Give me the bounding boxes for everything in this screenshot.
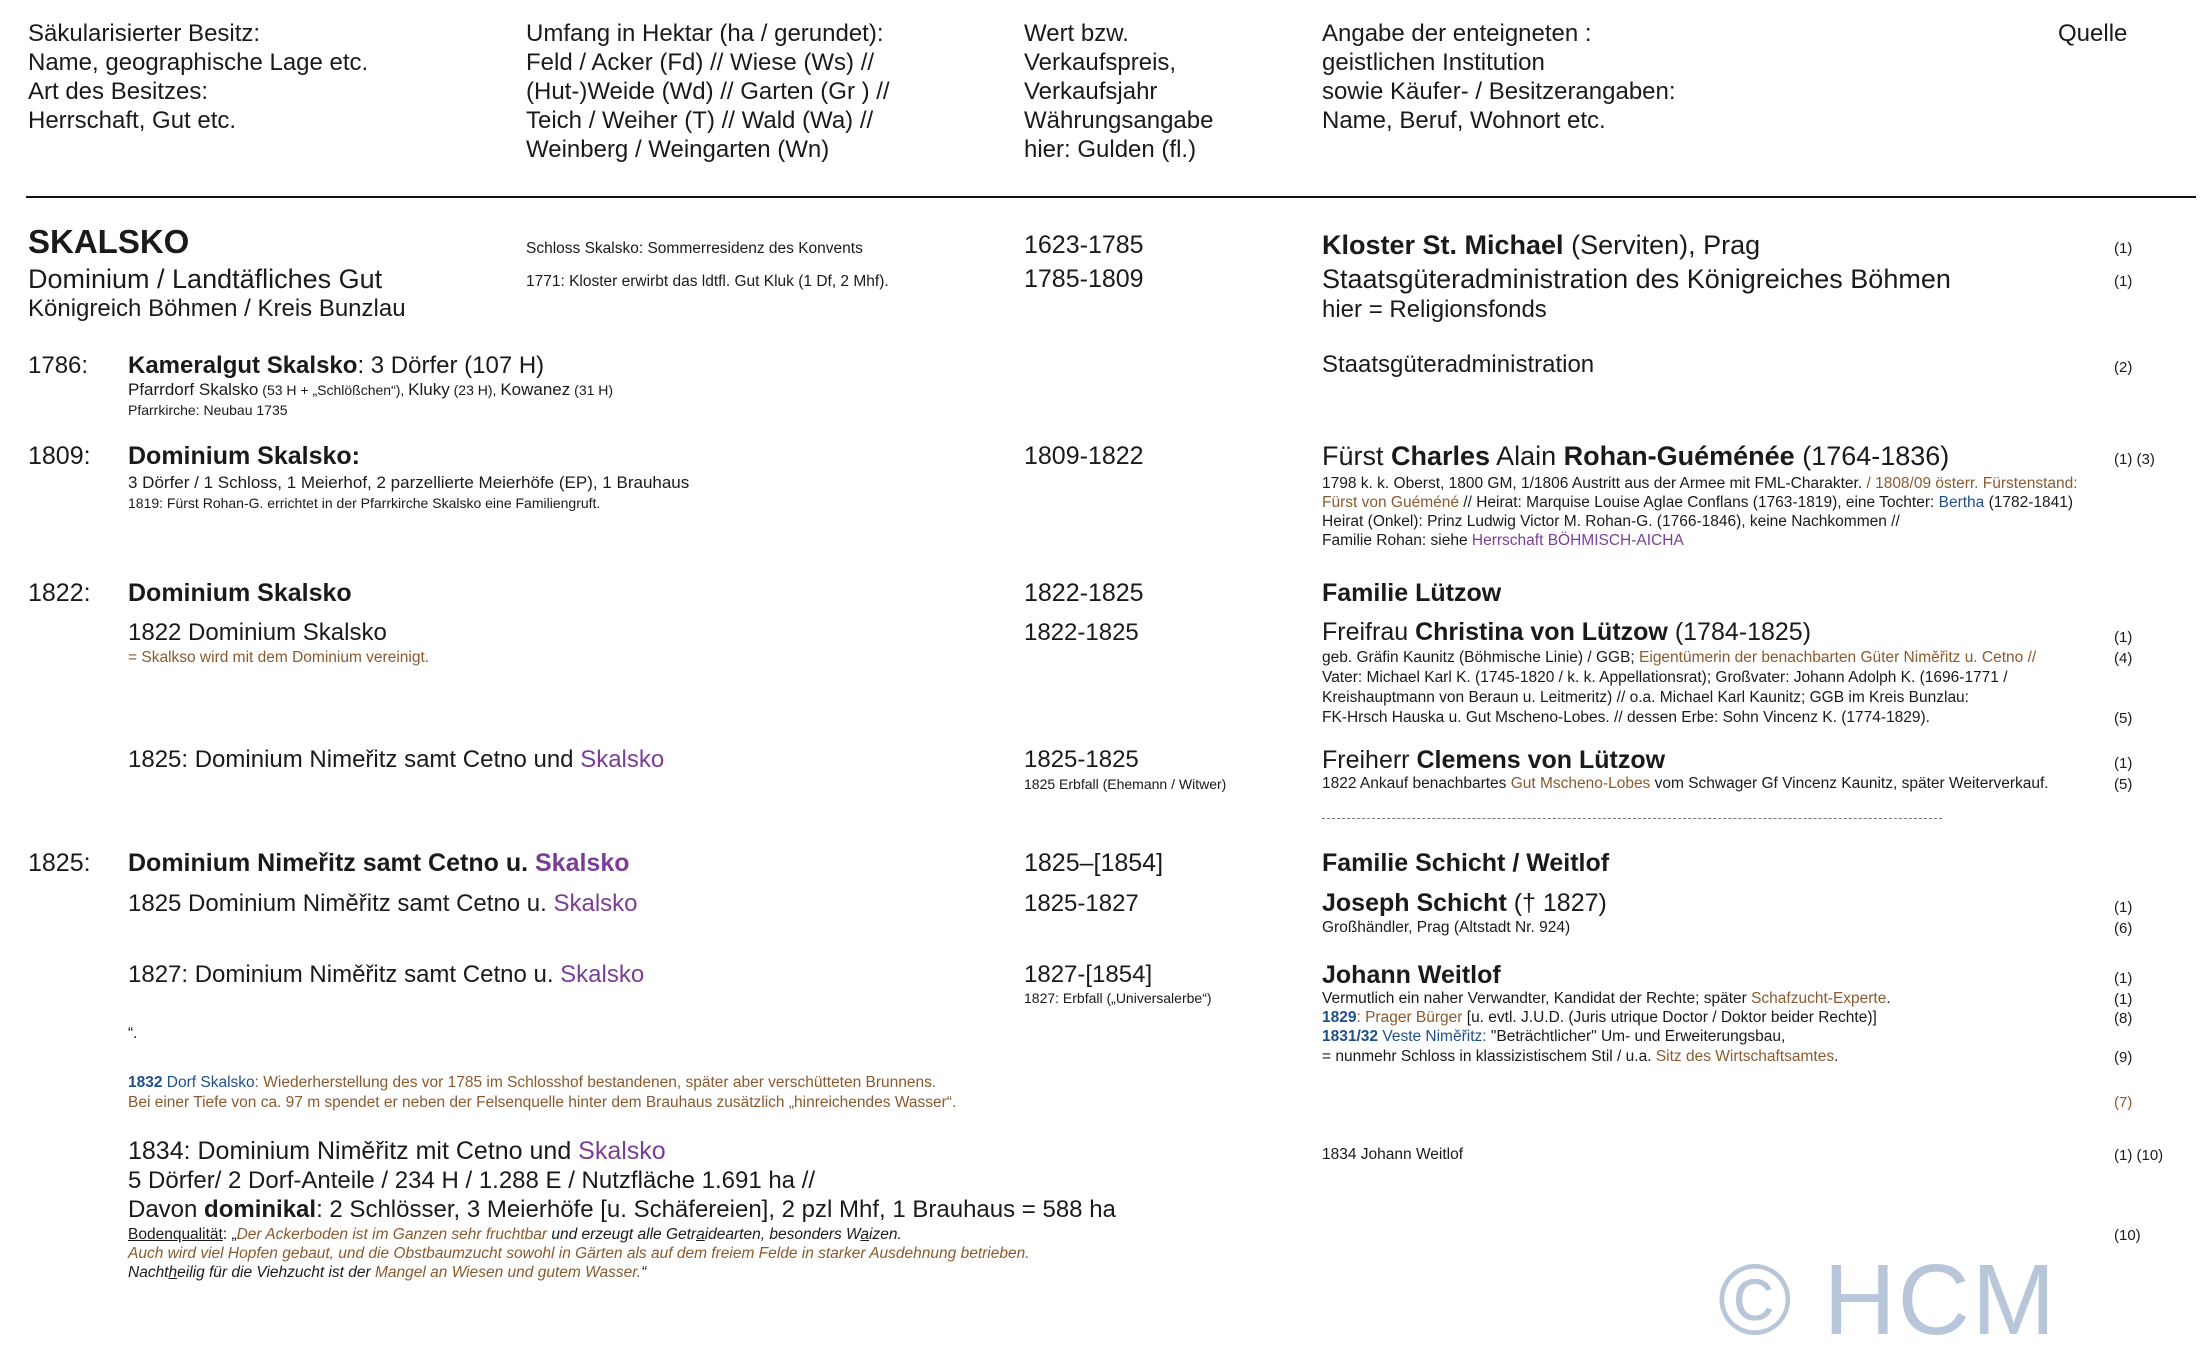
source-ref: (8) — [2114, 1010, 2133, 1027]
owner-note: Kreishauptmann von Beraun u. Leitmeritz) // o.a. Michael Karl Kaunitz; GGB im Kreis Bunzlau: — [1322, 689, 1969, 706]
section-year: 1809: — [28, 442, 91, 470]
village: Kluky — [408, 380, 450, 399]
note-part: Vermutlich ein naher Verwandter, Kandidat der Rechte; später — [1322, 990, 1752, 1007]
period: 1825–[1854] — [1024, 849, 1164, 877]
skalsko-link[interactable]: Skalsko — [534, 849, 630, 877]
sub-entry — [128, 889, 638, 918]
quote-part: und erzeugt alle Getr — [547, 1226, 697, 1243]
quote-part: “ — [641, 1264, 647, 1281]
sub-entry — [128, 1136, 666, 1166]
owner-part: Freiherr — [1322, 746, 1417, 774]
header-text: Verkaufsjahr — [1024, 78, 1158, 105]
village-detail: (53 H + „Schlößchen“), — [258, 382, 409, 398]
section-title: Dominium Skalsko: — [128, 442, 360, 470]
header-text: geistlichen Institution — [1322, 49, 1545, 76]
village-detail: (31 H) — [570, 382, 614, 398]
owner-name: Johann Weitlof — [1322, 961, 1501, 989]
title-rest: : 3 Dörfer (107 H) — [357, 352, 545, 379]
header-text: Art des Besitzes: — [28, 78, 209, 105]
sub-note: = Skalkso wird mit dem Dominium vereinigt. — [128, 649, 430, 666]
title-part: Dominium Nimeřitz samt Cetno u. — [128, 849, 535, 877]
well-note: Bei einer Tiefe von ca. 97 m spendet er neben der Felsenquelle hinter dem Brauhaus zusätzlich „hinreichendes Wasser“. — [128, 1094, 957, 1111]
period: 1827-[1854] — [1024, 961, 1153, 988]
period: 1809-1822 — [1024, 442, 1144, 470]
header-divider — [26, 196, 2196, 198]
owner-note — [1322, 989, 1891, 1009]
note-part: : Prager Bürger — [1356, 1009, 1463, 1026]
header-text: Umfang in Hektar (ha / gerundet): — [526, 20, 884, 47]
owner-name — [1322, 888, 1607, 918]
header-text: Währungsangabe — [1024, 107, 1214, 134]
sub-entry: 1822 Dominium Skalsko — [128, 619, 387, 646]
note-part: 1829 — [1322, 1009, 1357, 1026]
note-part: Familie Rohan: siehe — [1322, 532, 1472, 549]
note-part: . — [1834, 1048, 1839, 1065]
header-col-quelle: Quelle — [2058, 20, 2128, 47]
owner-part: Freifrau — [1322, 618, 1416, 646]
source-ref: (1) — [2114, 240, 2133, 257]
owner-note — [1322, 493, 2073, 513]
header-text: Name, geographische Lage etc. — [28, 49, 369, 76]
source-ref: (10) — [2114, 1227, 2141, 1244]
owner-family: Familie Lützow — [1322, 579, 1502, 607]
section-note: 1819: Fürst Rohan-G. errichtet in der Pfarrkirche Skalsko eine Familiengruft. — [128, 495, 601, 511]
quote-part: Bodenqualität — [128, 1226, 223, 1243]
note-part: Gut Mscheno-Lobes — [1510, 775, 1651, 792]
header-col-besitz — [28, 19, 368, 135]
intro-owner — [1322, 229, 1760, 261]
source-ref: (1) — [2114, 273, 2133, 290]
village: Pfarrdorf Skalsko — [128, 380, 259, 399]
note-part: (1782-1841) — [1984, 494, 2074, 511]
owner-part: Alain — [1490, 441, 1564, 471]
source-ref: (1) — [2114, 899, 2133, 916]
owner-part: Christina von Lützow — [1415, 618, 1668, 646]
note-part: 1822 Ankauf benachbartes — [1322, 775, 1511, 792]
source-ref: (1) — [2114, 755, 2133, 772]
owner-note — [1322, 1008, 1877, 1028]
owner-name — [1322, 617, 1811, 647]
stats-part: Davon — [128, 1196, 205, 1223]
intro-location: Königreich Böhmen / Kreis Bunzlau — [28, 295, 406, 322]
sub-entry — [128, 960, 644, 989]
header-text: hier: Gulden (fl.) — [1024, 136, 1197, 163]
owner-part: Rohan-Guéménée — [1563, 441, 1795, 471]
intro-type: Dominium / Landtäfliches Gut — [28, 264, 383, 294]
quote-part: : „ — [222, 1226, 237, 1243]
page-title: SKALSKO — [28, 223, 190, 260]
owner-note: Großhändler, Prag (Altstadt Nr. 924) — [1322, 919, 1571, 936]
note-part: [u. evtl. J.U.D. (Juris utrique Doctor / Doktor beider Rechte)] — [1462, 1009, 1877, 1026]
header-text: Herrschaft, Gut etc. — [28, 107, 237, 134]
note-part: Bertha — [1938, 494, 1985, 511]
section-year: 1825: — [28, 849, 91, 877]
period: 1822-1825 — [1024, 579, 1144, 607]
skalsko-link[interactable]: Skalsko — [553, 890, 638, 917]
source-ref: (4) — [2114, 650, 2133, 667]
note-part: . — [1886, 990, 1891, 1007]
village-detail: (23 H), — [449, 382, 501, 398]
skalsko-link[interactable]: Skalsko — [580, 746, 665, 773]
quote-part: a — [860, 1226, 870, 1243]
note-part: geb. Gräfin Kaunitz (Böhmische Linie) / GGB; — [1322, 649, 1640, 666]
quote-line — [128, 1225, 902, 1245]
source-ref: (5) — [2114, 776, 2133, 793]
skalsko-link[interactable]: Skalsko — [560, 961, 645, 988]
owner-name — [1322, 745, 1665, 775]
well-note — [128, 1073, 936, 1093]
section-title — [128, 848, 630, 878]
header-text: Verkaufspreis, — [1024, 49, 1177, 76]
owner-part: († 1827) — [1506, 889, 1607, 917]
intro-note: 1771: Kloster erwirbt das ldtfl. Gut Kluk (1 Df, 2 Mhf). — [526, 273, 889, 290]
header-text: (Hut-)Weide (Wd) // Garten (Gr ) // — [526, 78, 890, 105]
quote-part: eilig für die Viehzucht ist der — [177, 1264, 375, 1281]
owner-note — [1322, 531, 1684, 551]
note-part: "Beträchtlicher" Um- und Erweiterungsbau, — [1490, 1028, 1786, 1045]
source-ref: (1) — [2114, 629, 2133, 646]
owner-detail: (Serviten), Prag — [1563, 230, 1761, 260]
source-ref: (2) — [2114, 359, 2133, 376]
quote-part: Der Ackerboden ist im Ganzen sehr fruchtbar — [236, 1226, 548, 1243]
note-part: / 1808/09 österr. Fürstenstand: — [1862, 475, 2078, 492]
header-col-institution — [1322, 19, 1676, 135]
source-ref: (7) — [2114, 1094, 2133, 1111]
entry-part: 1825: Dominium Nimeřitz samt Cetno und — [128, 746, 581, 773]
intro-note: Schloss Skalsko: Sommerresidenz des Konvents — [526, 240, 863, 257]
owner-note — [1322, 474, 2078, 494]
owner-name: Kloster St. Michael — [1322, 230, 1564, 260]
owner-part: Fürst — [1322, 441, 1392, 471]
owner-note: Heirat (Onkel): Prinz Ludwig Victor M. Rohan-G. (1766-1846), keine Nachkommen // — [1322, 513, 1900, 530]
stats-line — [128, 1195, 1116, 1224]
note-part: vom Schwager Gf Vincenz Kaunitz, später Weiterverkauf. — [1650, 775, 2049, 792]
owner-note — [1322, 1047, 1838, 1067]
period-note: 1825 Erbfall (Ehemann / Witwer) — [1024, 776, 1227, 792]
source-ref: (1) (10) — [2114, 1147, 2164, 1164]
note-part: 1798 k. k. Oberst, 1800 GM, 1/1806 Austritt aus der Armee mit FML-Charakter. — [1322, 475, 1863, 492]
intro-owner: Staatsgüteradministration des Königreiches Böhmen — [1322, 264, 1951, 294]
header-text: Säkularisierter Besitz: — [28, 20, 261, 47]
note-part: Veste Niměřitz: — [1378, 1028, 1491, 1045]
quote-line: Auch wird viel Hopfen gebaut, und die Obstbaumzucht sowohl in Gärten als auf dem freiem Felde in starker Ausdehnung betrieben. — [128, 1245, 1030, 1262]
note-part: = nunmehr Schloss in klassizistischem Stil / u.a. — [1322, 1048, 1656, 1065]
note-part: : Wiederherstellung des vor 1785 im Schlosshof bestandenen, später aber verschütteten Brunnens. — [254, 1074, 937, 1091]
stats-part: : 2 Schlösser, 3 Meierhöfe [u. Schäfereien], 2 pzl Mhf, 1 Brauhaus = 588 ha — [316, 1196, 1116, 1223]
section-title: Dominium Skalsko — [128, 579, 352, 607]
period: 1822-1825 — [1024, 619, 1139, 646]
entry-part: 1834: Dominium Niměřitz mit Cetno und — [128, 1137, 579, 1165]
section-title — [128, 351, 544, 380]
sub-entry — [128, 745, 664, 774]
source-ref: (1) — [2114, 970, 2133, 987]
period-note: 1827: Erbfall („Universalerbe“) — [1024, 990, 1212, 1006]
skalsko-link[interactable]: Skalsko — [578, 1137, 666, 1165]
intro-period: 1785-1809 — [1024, 265, 1144, 293]
owner-part: Clemens von Lützow — [1416, 746, 1666, 774]
owner-note — [1322, 774, 2049, 794]
owner-part: Charles — [1391, 441, 1491, 471]
note-part: // Heirat: Marquise Louise Aglae Conflans (1763-1819), eine Tochter: — [1458, 494, 1939, 511]
source-ref: (5) — [2114, 710, 2133, 727]
title-bold: Kameralgut Skalsko — [128, 352, 358, 379]
owner-part: (1784-1825) — [1667, 618, 1812, 646]
owner-name: Staatsgüteradministration — [1322, 351, 1595, 378]
section-detail: 3 Dörfer / 1 Schloss, 1 Meierhof, 2 parzellierte Meierhöfe (EP), 1 Brauhaus — [128, 473, 690, 492]
owner-note — [1322, 1027, 1785, 1047]
quote-part: h — [168, 1264, 178, 1281]
stats-line: 5 Dörfer/ 2 Dorf-Anteile / 234 H / 1.288 E / Nutzfläche 1.691 ha // — [128, 1167, 816, 1194]
note-part: Sitz des Wirtschaftsamtes — [1655, 1048, 1835, 1065]
quote-fragment: “. — [128, 1025, 138, 1042]
source-ref: (9) — [2114, 1049, 2133, 1066]
note-part: 1832 — [128, 1074, 163, 1091]
quote-part: Nacht — [128, 1264, 169, 1281]
owner-note: FK-Hrsch Hauska u. Gut Mscheno-Lobes. // dessen Erbe: Sohn Vincenz K. (1774-1829). — [1322, 709, 1930, 726]
owner-note: Vater: Michael Karl K. (1745-1820 / k. k. Appellationsrat); Großvater: Johann Adolph K. (1696-1771 / — [1322, 669, 2008, 686]
source-ref: (6) — [2114, 920, 2133, 937]
owner-family: Familie Schicht / Weitlof — [1322, 849, 1610, 877]
header-text: Feld / Acker (Fd) // Wiese (Ws) // — [526, 49, 875, 76]
quote-part: a — [696, 1226, 705, 1243]
note-part: Schafzucht-Experte — [1751, 990, 1887, 1007]
entry-part: 1827: Dominium Niměřitz samt Cetno u. — [128, 961, 561, 988]
quote-part: Mangel an Wiesen und gutem Wasser. — [375, 1264, 642, 1281]
period: 1825-1827 — [1024, 890, 1139, 917]
owner-note: 1834 Johann Weitlof — [1322, 1146, 1464, 1163]
quote-line — [128, 1263, 646, 1283]
header-text: Name, Beruf, Wohnort etc. — [1322, 107, 1606, 134]
section-year: 1786: — [28, 352, 89, 379]
copyright-watermark: © HCM — [1718, 1244, 2058, 1356]
header-text: sowie Käufer- / Besitzerangaben: — [1322, 78, 1676, 105]
note-part: Eigentümerin der benachbarten Güter Niměřitz u. Cetno // — [1639, 649, 2037, 666]
source-ref: (1) — [2114, 991, 2133, 1008]
owner-part: (1764-1836) — [1794, 441, 1950, 471]
note-part: 1831/32 — [1322, 1028, 1379, 1045]
herrschaft-link[interactable]: Herrschaft BÖHMISCH-AICHA — [1471, 532, 1684, 549]
section-note: Pfarrkirche: Neubau 1735 — [128, 402, 288, 418]
period: 1825-1825 — [1024, 746, 1139, 773]
header-text: Teich / Weiher (T) // Wald (Wa) // — [526, 107, 874, 134]
section-divider — [1322, 818, 1942, 819]
header-text: Angabe der enteigneten : — [1322, 20, 1592, 47]
owner-part: Joseph Schicht — [1322, 889, 1507, 917]
header-text: Weinberg / Weingarten (Wn) — [526, 136, 830, 163]
entry-part: 1825 Dominium Niměřitz samt Cetno u. — [128, 890, 554, 917]
intro-owner-note: hier = Religionsfonds — [1322, 296, 1547, 323]
header-text: Wert bzw. — [1024, 20, 1129, 47]
stats-part: dominikal — [204, 1196, 317, 1223]
note-part: Fürst von Guéméné — [1322, 494, 1459, 511]
village: Kowanez — [500, 380, 571, 399]
quote-part: idearten, besonders W — [704, 1226, 861, 1243]
header-col-wert — [1024, 19, 1213, 164]
intro-period: 1623-1785 — [1024, 231, 1144, 259]
quote-part: izen. — [869, 1226, 902, 1243]
owner-note — [1322, 648, 2036, 668]
owner-name — [1322, 440, 1949, 472]
note-part: Dorf Skalsko — [162, 1074, 255, 1091]
source-ref: (1) (3) — [2114, 451, 2155, 468]
section-year: 1822: — [28, 579, 91, 607]
header-col-umfang — [526, 19, 890, 164]
section-detail — [128, 380, 613, 400]
